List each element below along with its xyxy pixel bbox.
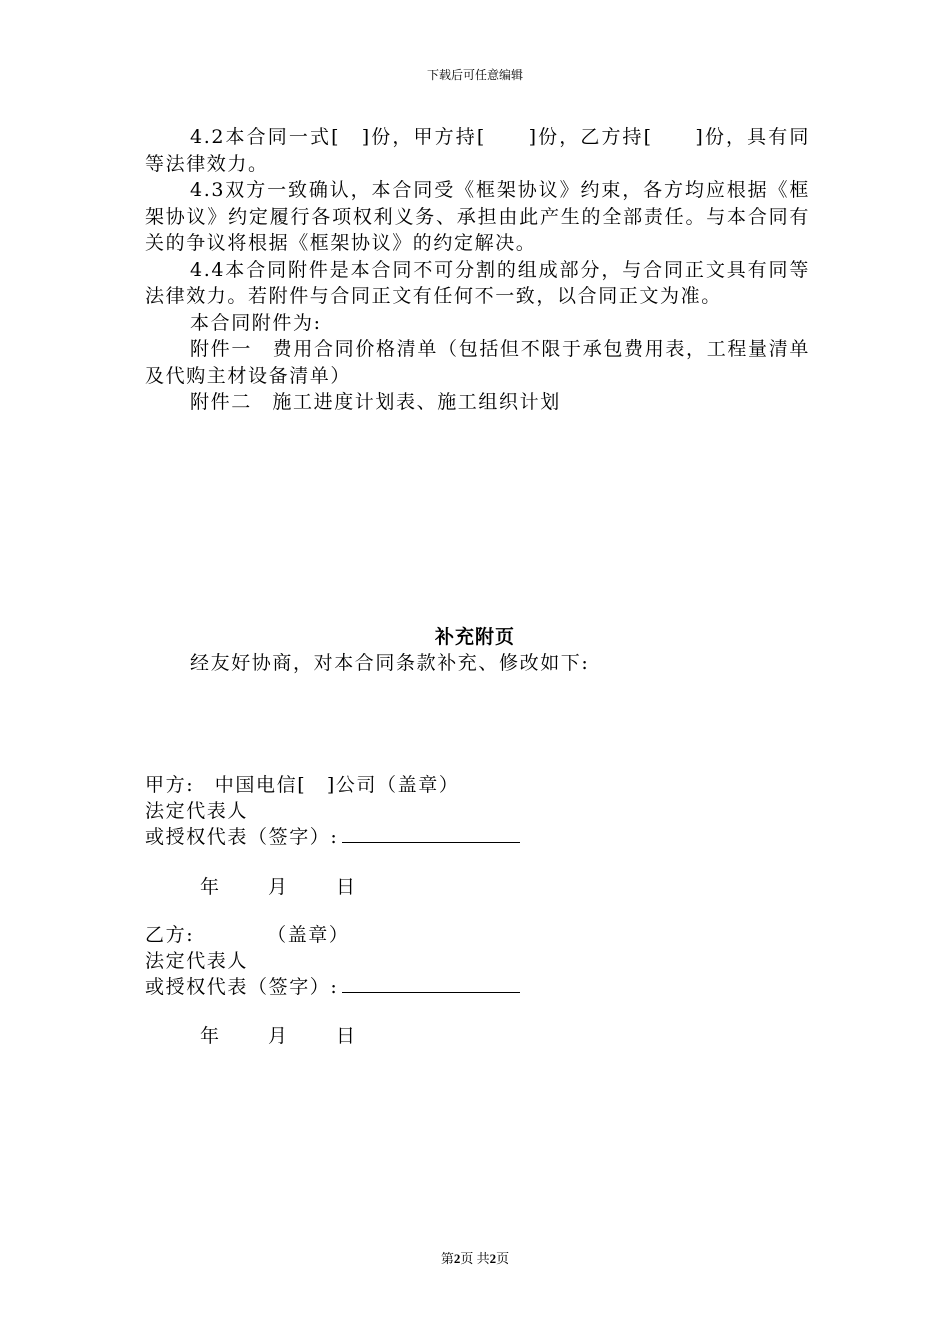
clause-4-4: 4.4本合同附件是本合同不可分割的组成部分，与合同正文具有同等法律效力。若附件与合同正文有任何不一致，以合同正文为准。 xyxy=(145,258,810,307)
party-b-legal-rep: 法定代表人 xyxy=(145,950,249,972)
footer-prefix: 第 xyxy=(440,1251,454,1266)
attachment-2: 附件二 施工进度计划表、施工组织计划 xyxy=(190,391,561,413)
party-b-month-label: 月 xyxy=(268,1025,288,1047)
supplement-title: 补充附页 xyxy=(434,626,515,648)
clause-4-3: 4.3双方一致确认，本合同受《框架协议》约束，各方均应根据《框架协议》约定履行各项权利义务、承担由此产生的全部责任。与本合同有关的争议将根据《框架协议》的约定解决。 xyxy=(145,179,810,254)
party-b-date xyxy=(200,1021,355,1048)
party-a-legal-rep: 法定代表人 xyxy=(145,800,249,822)
party-a-month-label: 月 xyxy=(268,876,288,898)
party-a-date xyxy=(200,872,355,899)
party-a-signature-label: 或授权代表（签字）: xyxy=(145,826,339,848)
page-footer xyxy=(0,1248,950,1267)
supplement-intro: 经友好协商，对本合同条款补充、修改如下: xyxy=(190,652,590,674)
footer-middle: 页 共 xyxy=(460,1251,490,1266)
footer-page-number: 2 xyxy=(453,1251,461,1266)
contract-clauses xyxy=(145,124,810,416)
attachments-intro: 本合同附件为: xyxy=(190,311,322,334)
footer-total-pages: 2 xyxy=(489,1251,497,1266)
party-a-day-label: 日 xyxy=(336,876,356,898)
party-b-name: 乙方: （盖章） xyxy=(145,924,350,946)
supplement-body xyxy=(145,650,810,677)
party-b-signature-row xyxy=(145,972,520,999)
footer-suffix: 页 xyxy=(496,1251,510,1266)
party-a-signature-line[interactable] xyxy=(342,824,520,843)
party-b-signature-line[interactable] xyxy=(342,974,520,993)
party-b-day-label: 日 xyxy=(336,1025,356,1047)
clause-4-2: 4.2本合同一式[ ]份，甲方持[ ]份，乙方持[ ]份，具有同等法律效力。 xyxy=(145,126,810,175)
party-b-signature-label: 或授权代表（签字）: xyxy=(145,976,339,998)
party-a-year-label: 年 xyxy=(200,876,220,898)
party-a-name: 甲方: 中国电信[ ]公司（盖章） xyxy=(145,774,460,796)
attachment-1: 附件一 费用合同价格清单（包括但不限于承包费用表，工程量清单及代购主材设备清单） xyxy=(145,338,810,387)
page-header: 下载后可任意编辑 xyxy=(426,68,523,82)
party-a-signature-row xyxy=(145,822,520,849)
party-b-year-label: 年 xyxy=(200,1025,220,1047)
